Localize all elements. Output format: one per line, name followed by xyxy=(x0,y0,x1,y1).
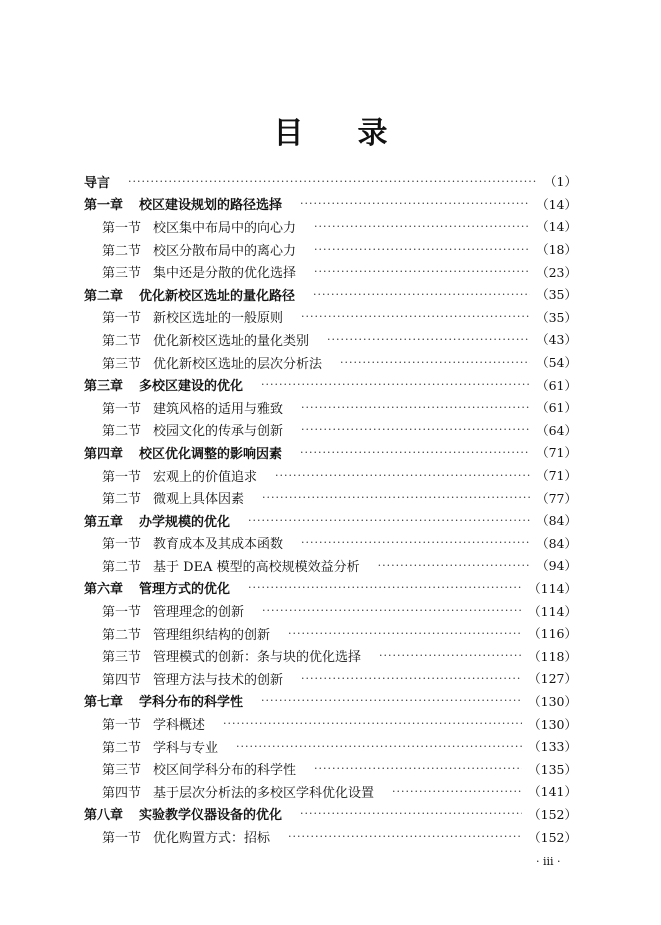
chapter-title: 多校区建设的优化 xyxy=(139,379,244,395)
section-title: 集中还是分散的优化选择 xyxy=(153,266,297,282)
toc-page-number: （130） xyxy=(528,716,577,732)
dot-leader xyxy=(248,514,530,527)
section-number: 第三节 xyxy=(102,763,142,779)
section-number: 第二节 xyxy=(102,492,142,508)
section-number: 第一节 xyxy=(102,718,142,734)
chapter-number: 第二章 xyxy=(84,288,124,304)
chapter-number: 第一章 xyxy=(84,198,124,214)
toc-page-number: （35） xyxy=(536,287,577,303)
dot-leader xyxy=(261,378,530,391)
toc-section-entry xyxy=(84,599,577,622)
section-number: 第二节 xyxy=(102,243,142,259)
chapter-number: 第四章 xyxy=(84,446,124,462)
page-title-char-1: 目 xyxy=(273,116,304,151)
section-title: 基于 DEA 模型的高校规模效益分析 xyxy=(153,559,360,575)
toc-chapter-entry xyxy=(84,373,577,396)
toc-entry-label xyxy=(102,533,283,552)
dot-leader xyxy=(128,175,538,188)
toc-section-entry xyxy=(84,825,577,848)
toc-entry-label xyxy=(84,443,282,462)
dot-leader xyxy=(236,740,522,753)
toc-chapter-entry xyxy=(84,690,577,713)
toc-page-number: （54） xyxy=(536,355,577,371)
toc-entry-label xyxy=(84,691,243,710)
section-title: 校区间学科分布的科学性 xyxy=(153,763,297,779)
section-number: 第三节 xyxy=(102,650,142,666)
dot-leader xyxy=(314,762,522,775)
section-number: 第三节 xyxy=(102,266,142,282)
section-number: 第三节 xyxy=(102,356,142,372)
section-title: 管理模式的创新：条与块的优化选择 xyxy=(153,650,362,666)
toc-entry-label xyxy=(102,759,296,778)
dot-leader xyxy=(300,197,530,210)
toc-section-entry xyxy=(84,351,577,374)
chapter-title: 管理方式的优化 xyxy=(139,582,231,598)
toc-page-number: （130） xyxy=(528,693,577,709)
toc-section-entry xyxy=(84,260,577,283)
toc-entry-label xyxy=(84,285,295,304)
toc-entry-label xyxy=(102,307,283,326)
chapter-title: 实验教学仪器设备的优化 xyxy=(139,808,283,824)
toc-section-entry xyxy=(84,554,577,577)
chapter-number: 第五章 xyxy=(84,514,124,530)
toc-page-number: （118） xyxy=(528,648,577,664)
toc-entry-label xyxy=(102,782,374,801)
toc-section-entry xyxy=(84,712,577,735)
section-title: 学科与专业 xyxy=(153,740,219,756)
dot-leader xyxy=(275,469,530,482)
dot-leader xyxy=(288,830,522,843)
page-number: · iii · xyxy=(536,855,561,868)
section-title: 优化新校区选址的层次分析法 xyxy=(153,356,323,372)
chapter-title: 校区建设规划的路径选择 xyxy=(139,198,283,214)
section-number: 第一节 xyxy=(102,469,142,485)
toc-section-entry xyxy=(84,419,577,442)
toc-page-number: （141） xyxy=(528,784,577,800)
dot-leader xyxy=(262,491,530,504)
toc-section-entry xyxy=(84,328,577,351)
toc-page-number: （71） xyxy=(536,445,577,461)
dot-leader xyxy=(300,446,530,459)
toc-page-number: （114） xyxy=(528,580,577,596)
toc-section-entry xyxy=(84,306,577,329)
section-number: 第一节 xyxy=(102,401,142,417)
section-number: 第二节 xyxy=(102,740,142,756)
toc-chapter-entry xyxy=(84,283,577,306)
toc-page-number: （152） xyxy=(528,829,577,845)
chapter-title: 办学规模的优化 xyxy=(139,514,231,530)
section-title: 基于层次分析法的多校区学科优化设置 xyxy=(153,785,375,801)
toc-entry-label xyxy=(102,646,361,665)
toc-section-entry xyxy=(84,215,577,238)
dot-leader xyxy=(223,717,522,730)
toc-section-entry xyxy=(84,464,577,487)
section-title: 管理组织结构的创新 xyxy=(153,627,271,643)
toc-page-number: （18） xyxy=(536,242,577,258)
toc-section-entry xyxy=(84,486,577,509)
toc-entry-label xyxy=(102,556,360,575)
section-number: 第一节 xyxy=(102,537,142,553)
section-number: 第一节 xyxy=(102,831,142,847)
dot-leader xyxy=(313,288,530,301)
section-number: 第一节 xyxy=(102,605,142,621)
dot-leader xyxy=(327,333,530,346)
toc-page-number: （23） xyxy=(536,264,577,280)
toc-section-entry xyxy=(84,667,577,690)
toc-entry-label xyxy=(84,172,110,191)
table-of-contents xyxy=(84,170,577,848)
toc-section-entry xyxy=(84,757,577,780)
dot-leader xyxy=(288,627,522,640)
dot-leader xyxy=(262,604,522,617)
section-number: 第一节 xyxy=(102,220,142,236)
section-number: 第四节 xyxy=(102,785,142,801)
dot-leader xyxy=(378,559,531,572)
toc-chapter-entry xyxy=(84,803,577,826)
dot-leader xyxy=(314,265,530,278)
toc-section-entry xyxy=(84,622,577,645)
section-number: 第二节 xyxy=(102,627,142,643)
toc-chapter-entry xyxy=(84,170,577,193)
toc-entry-label xyxy=(84,375,243,394)
chapter-number: 第八章 xyxy=(84,808,124,824)
toc-page-number: （116） xyxy=(528,626,577,642)
toc-entry-label xyxy=(102,330,309,349)
section-title: 微观上具体因素 xyxy=(153,492,245,508)
dot-leader xyxy=(301,401,530,414)
toc-entry-label xyxy=(84,194,282,213)
chapter-title: 校区优化调整的影响因素 xyxy=(139,446,283,462)
toc-section-entry xyxy=(84,735,577,758)
section-number: 第一节 xyxy=(102,311,142,327)
page-title xyxy=(0,108,661,152)
toc-page-number: （43） xyxy=(536,332,577,348)
section-number: 第二节 xyxy=(102,559,142,575)
toc-entry-label xyxy=(84,511,230,530)
section-title: 校区集中布局中的向心力 xyxy=(153,220,297,236)
section-title: 优化购置方式：招标 xyxy=(153,831,271,847)
toc-chapter-entry xyxy=(84,193,577,216)
chapter-number: 第六章 xyxy=(84,582,124,598)
toc-entry-label xyxy=(102,466,257,485)
chapter-title: 导言 xyxy=(84,175,111,191)
toc-page-number: （14） xyxy=(536,219,577,235)
section-title: 建筑风格的适用与雅致 xyxy=(153,401,284,417)
section-number: 第二节 xyxy=(102,424,142,440)
toc-page-number: （14） xyxy=(536,196,577,212)
chapter-title: 优化新校区选址的量化路径 xyxy=(139,288,296,304)
toc-section-entry xyxy=(84,238,577,261)
dot-leader xyxy=(248,581,522,594)
toc-page-number: （1） xyxy=(544,174,577,190)
toc-entry-label xyxy=(102,353,322,372)
dot-leader xyxy=(379,649,522,662)
toc-page-number: （35） xyxy=(536,309,577,325)
toc-page-number: （71） xyxy=(536,468,577,484)
toc-entry-label xyxy=(102,240,296,259)
toc-entry-label xyxy=(102,420,283,439)
toc-page-number: （64） xyxy=(536,422,577,438)
toc-entry-label xyxy=(84,578,230,597)
toc-entry-label xyxy=(102,601,244,620)
chapter-title: 学科分布的科学性 xyxy=(139,695,244,711)
toc-chapter-entry xyxy=(84,441,577,464)
chapter-number: 第七章 xyxy=(84,695,124,711)
toc-page-number: （127） xyxy=(528,671,577,687)
toc-page-number: （77） xyxy=(536,490,577,506)
toc-entry-label xyxy=(102,827,270,846)
section-title: 教育成本及其成本函数 xyxy=(153,537,284,553)
toc-entry-label xyxy=(102,669,283,688)
toc-section-entry xyxy=(84,396,577,419)
dot-leader xyxy=(301,672,522,685)
section-title: 管理方法与技术的创新 xyxy=(153,672,284,688)
toc-entry-label xyxy=(102,737,218,756)
toc-page-number: （152） xyxy=(528,806,577,822)
chapter-number: 第三章 xyxy=(84,379,124,395)
toc-entry-label xyxy=(102,714,205,733)
section-title: 宏观上的价值追求 xyxy=(153,469,258,485)
dot-leader xyxy=(301,310,530,323)
section-title: 优化新校区选址的量化类别 xyxy=(153,333,310,349)
toc-entry-label xyxy=(102,624,270,643)
toc-chapter-entry xyxy=(84,577,577,600)
toc-page-number: （135） xyxy=(528,761,577,777)
toc-entry-label xyxy=(84,804,282,823)
dot-leader xyxy=(340,356,530,369)
toc-section-entry xyxy=(84,644,577,667)
toc-entry-label xyxy=(102,398,283,417)
dot-leader xyxy=(301,423,530,436)
toc-entry-label xyxy=(102,262,296,281)
section-title: 管理理念的创新 xyxy=(153,605,245,621)
toc-chapter-entry xyxy=(84,509,577,532)
section-title: 校园文化的传承与创新 xyxy=(153,424,284,440)
page-title-char-2: 录 xyxy=(357,116,388,151)
toc-page-number: （94） xyxy=(536,558,577,574)
dot-leader xyxy=(300,807,522,820)
toc-page-number: （84） xyxy=(536,513,577,529)
section-title: 校区分散布局中的离心力 xyxy=(153,243,297,259)
toc-section-entry xyxy=(84,780,577,803)
section-title: 学科概述 xyxy=(153,718,206,734)
dot-leader xyxy=(314,243,530,256)
section-number: 第二节 xyxy=(102,333,142,349)
toc-page-number: （133） xyxy=(528,739,577,755)
section-title: 新校区选址的一般原则 xyxy=(153,311,284,327)
toc-page-number: （61） xyxy=(536,400,577,416)
dot-leader xyxy=(392,785,522,798)
toc-section-entry xyxy=(84,532,577,555)
toc-page-number: （114） xyxy=(528,603,577,619)
dot-leader xyxy=(314,220,530,233)
toc-entry-label xyxy=(102,488,244,507)
toc-page-number: （84） xyxy=(536,535,577,551)
dot-leader xyxy=(301,536,530,549)
section-number: 第四节 xyxy=(102,672,142,688)
toc-entry-label xyxy=(102,217,296,236)
toc-page-number: （61） xyxy=(536,377,577,393)
dot-leader xyxy=(261,694,522,707)
